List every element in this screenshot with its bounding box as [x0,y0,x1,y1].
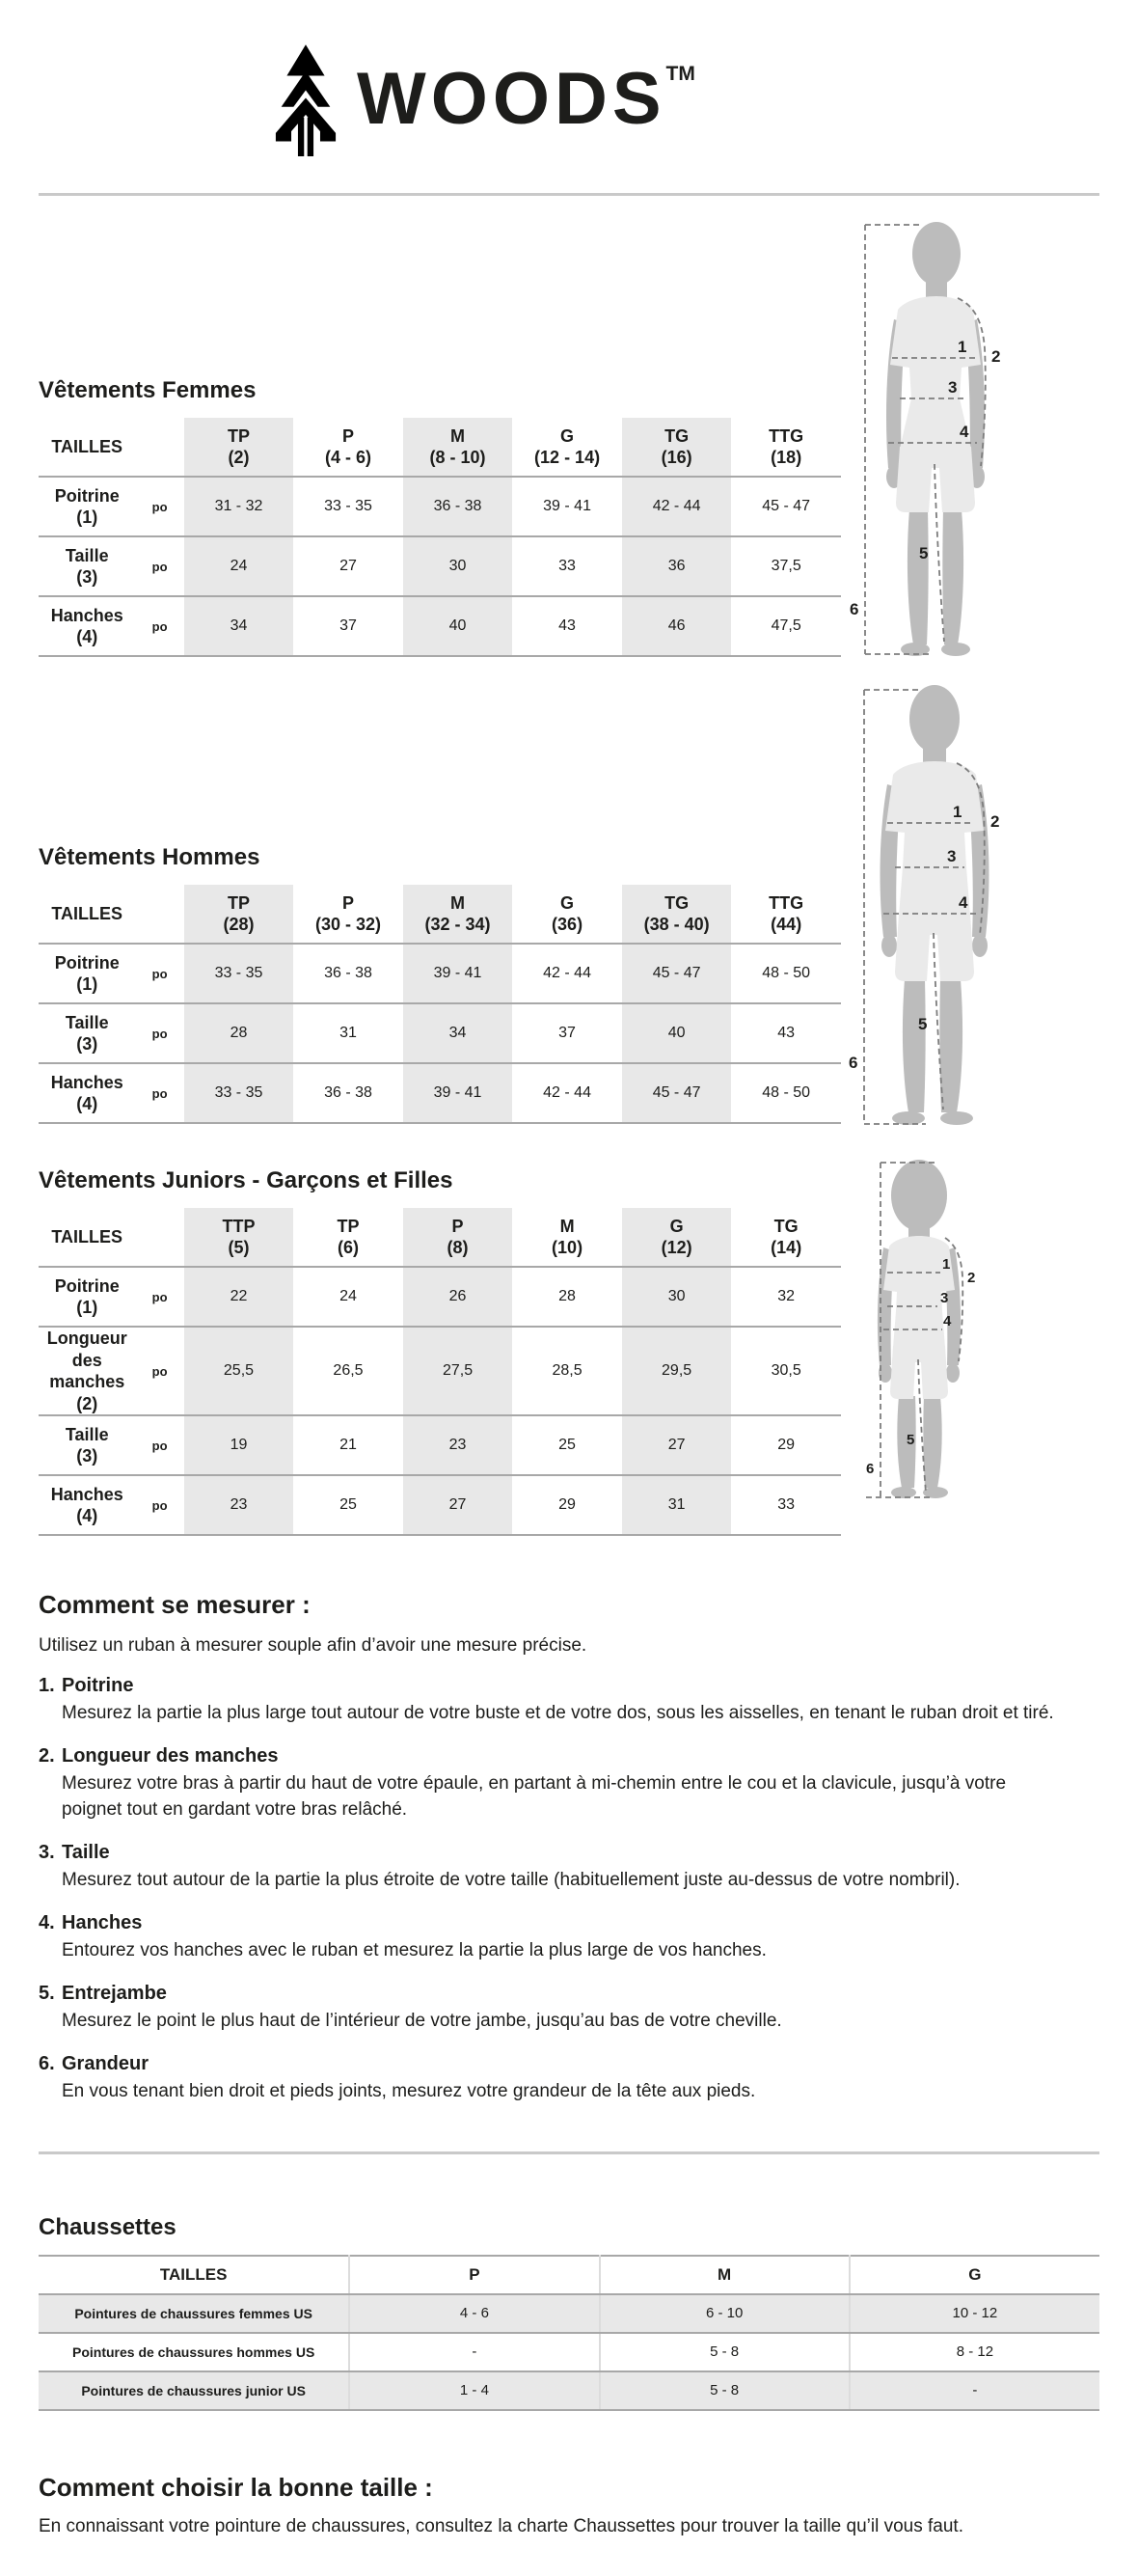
table-row [39,2333,1099,2371]
socks-header-m: M [600,2256,850,2294]
size-cell: 25,5 [184,1327,294,1415]
item-name: Grandeur [62,2052,149,2074]
measure-item-heading [39,1742,1099,1769]
size-cell: 47,5 [731,596,841,656]
measure-item-heading [39,1980,1099,2007]
choose-text: En connaissant votre pointure de chaussures, consultez la charte Chaussettes pour trouver la taille qu’il vous faut. [39,2515,963,2536]
size-cell: 40 [622,1003,732,1063]
item-number: 5. [39,1982,55,2004]
table-row [39,1475,841,1535]
size-column-header: TP (6) [293,1208,403,1267]
measure-item [39,1839,1099,1894]
size-cell: 26,5 [293,1327,403,1415]
table-row [39,2371,1099,2410]
table-header-row [39,418,841,477]
section-socks [0,2214,1138,2411]
item-number: 2. [39,1744,55,1767]
size-cell: 32 [731,1267,841,1327]
measure-item [39,1909,1099,1964]
size-cell: 6 - 10 [600,2294,850,2333]
size-cell: 34 [403,1003,513,1063]
size-cell: 33 [731,1475,841,1535]
item-name: Hanches [62,1911,143,1933]
size-column-header: P (8) [403,1208,513,1267]
measure-label-6: 6 [866,1461,875,1477]
unit-header-spacer [135,885,183,944]
size-column-header: G (36) [512,885,622,944]
item-number: 1. [39,1675,55,1696]
size-column-header: P (30 - 32) [293,885,403,944]
size-cell: 26 [403,1267,513,1327]
size-column-header: M (32 - 34) [403,885,513,944]
row-label: Poitrine (1) [39,944,135,1003]
table-row [39,1415,841,1475]
size-cell: 43 [512,596,622,656]
size-cell: 33 - 35 [184,944,294,1003]
size-cell: 19 [184,1415,294,1475]
measure-item [39,1742,1099,1823]
section-how-to-measure [0,1590,1138,2105]
measure-label-5: 5 [918,1015,928,1033]
size-column-header: TP (28) [184,885,294,944]
size-cell: 34 [184,596,294,656]
row-label: Poitrine (1) [39,1267,135,1327]
size-cell: 40 [403,596,513,656]
section-juniors [0,1167,1138,1536]
size-cell: 22 [184,1267,294,1327]
row-label: Hanches (4) [39,596,135,656]
measure-label-3: 3 [948,378,958,397]
measure-title: Comment se mesurer : [39,1590,311,1619]
measure-item [39,2050,1099,2105]
size-cell: 24 [293,1267,403,1327]
size-cell: - [349,2333,599,2371]
size-cell: 31 [293,1003,403,1063]
measure-item-text: En vous tenant bien droit et pieds joints, mesurez votre grandeur de la tête aux pieds. [62,2080,756,2101]
size-column-header: TTG (44) [731,885,841,944]
measure-label-2: 2 [990,812,1000,831]
size-cell: 48 - 50 [731,1063,841,1123]
unit-cell: po [135,1415,183,1475]
measure-item [39,1980,1099,2035]
measure-label-4: 4 [960,423,969,441]
size-cell: 10 - 12 [850,2294,1099,2333]
measure-item-heading [39,1672,1099,1699]
socks-header-g: G [850,2256,1099,2294]
row-label: Taille (3) [39,1003,135,1063]
size-cell: 8 - 12 [850,2333,1099,2371]
measure-item-text: Mesurez le point le plus haut de l’intérieur de votre jambe, jusqu’au bas de votre cheville. [62,2010,782,2031]
section-choose-size [0,2473,1138,2537]
size-cell: 45 - 47 [622,944,732,1003]
table-row [39,1003,841,1063]
item-name: Entrejambe [62,1982,167,2004]
socks-row-label: Pointures de chaussures junior US [39,2371,349,2410]
measure-label-4: 4 [943,1313,952,1329]
size-cell: 46 [622,596,732,656]
size-cell: 37 [293,596,403,656]
size-cell: 24 [184,536,294,596]
measure-label-5: 5 [919,544,929,562]
table-row [39,944,841,1003]
section-women [0,338,1138,657]
woods-logo [268,42,1138,156]
measure-label-4: 4 [959,893,968,912]
size-cell: 39 - 41 [403,944,513,1003]
measure-item-text: Mesurez tout autour de la partie la plus étroite de votre taille (habituellement juste au-dessus de votre nombril). [62,1869,961,1890]
size-cell: 28,5 [512,1327,622,1415]
tailles-header: TAILLES [39,418,135,477]
size-cell: - [850,2371,1099,2410]
measure-item-heading [39,1909,1099,1936]
table-header-row [39,1208,841,1267]
measure-label-6: 6 [849,1054,858,1072]
socks-row-label: Pointures de chaussures femmes US [39,2294,349,2333]
women-section-title: Vêtements Femmes [39,377,257,403]
item-name: Longueur des manches [62,1744,279,1767]
male-body-diagram [841,678,1024,1139]
male-figure-icon [841,678,1024,1139]
unit-header-spacer [135,418,183,477]
size-cell: 25 [293,1475,403,1535]
size-cell: 33 - 35 [184,1063,294,1123]
row-label: Taille (3) [39,1415,135,1475]
size-cell: 27 [622,1415,732,1475]
size-column-header: G (12 - 14) [512,418,622,477]
row-label: Taille (3) [39,536,135,596]
choose-title: Comment choisir la bonne taille : [39,2472,433,2502]
unit-cell: po [135,1003,183,1063]
juniors-size-table [39,1208,841,1536]
size-cell: 30 [622,1267,732,1327]
size-cell: 25 [512,1415,622,1475]
female-figure-icon [844,215,1022,664]
size-cell: 36 - 38 [293,1063,403,1123]
pine-tree-icon [268,42,343,156]
child-body-diagram [849,1155,1008,1510]
size-cell: 43 [731,1003,841,1063]
size-column-header: TTP (5) [184,1208,294,1267]
size-cell: 39 - 41 [512,477,622,536]
size-cell: 42 - 44 [512,1063,622,1123]
size-cell: 23 [403,1415,513,1475]
child-figure-icon [849,1155,1008,1510]
brand-name: WOODS [357,58,666,140]
juniors-section-title: Vêtements Juniors - Garçons et Filles [39,1167,453,1193]
size-column-header: M (10) [512,1208,622,1267]
tailles-header: TAILLES [39,1208,135,1267]
unit-header-spacer [135,1208,183,1267]
size-column-header: TG (14) [731,1208,841,1267]
measure-label-1: 1 [953,803,962,821]
table-row [39,596,841,656]
item-number: 6. [39,2052,55,2074]
size-cell: 37,5 [731,536,841,596]
size-cell: 28 [184,1003,294,1063]
size-cell: 36 [622,536,732,596]
table-header-row [39,885,841,944]
section-men [0,803,1138,1124]
section-divider [39,193,1099,196]
trademark-symbol: TM [665,63,695,85]
size-cell: 33 - 35 [293,477,403,536]
socks-size-table [39,2255,1099,2411]
measure-label-2: 2 [991,347,1001,366]
size-column-header: TP (2) [184,418,294,477]
size-cell: 5 - 8 [600,2333,850,2371]
size-cell: 42 - 44 [622,477,732,536]
socks-title: Chaussettes [39,2213,176,2240]
women-size-table [39,418,841,657]
tailles-header: TAILLES [39,885,135,944]
size-column-header: TG (16) [622,418,732,477]
item-number: 4. [39,1911,55,1933]
size-column-header: TG (38 - 40) [622,885,732,944]
size-cell: 30,5 [731,1327,841,1415]
size-cell: 5 - 8 [600,2371,850,2410]
size-cell: 37 [512,1003,622,1063]
unit-cell: po [135,1063,183,1123]
size-cell: 21 [293,1415,403,1475]
row-label: Hanches (4) [39,1063,135,1123]
size-column-header: G (12) [622,1208,732,1267]
unit-cell: po [135,1475,183,1535]
size-cell: 27 [293,536,403,596]
table-row [39,2294,1099,2333]
table-row [39,1267,841,1327]
socks-row-label: Pointures de chaussures hommes US [39,2333,349,2371]
section-divider [39,2151,1099,2154]
unit-cell: po [135,536,183,596]
row-label: Longueur des manches (2) [39,1327,135,1415]
measure-label-1: 1 [942,1256,951,1273]
measure-item-heading [39,1839,1099,1866]
unit-cell: po [135,477,183,536]
row-label: Poitrine (1) [39,477,135,536]
header [0,0,1138,160]
size-cell: 36 - 38 [403,477,513,536]
size-cell: 39 - 41 [403,1063,513,1123]
socks-header-p: P [349,2256,599,2294]
measure-intro: Utilisez un ruban à mesurer souple afin d’avoir une mesure précise. [39,1635,587,1656]
size-cell: 28 [512,1267,622,1327]
item-number: 3. [39,1841,55,1863]
size-cell: 31 [622,1475,732,1535]
measure-label-3: 3 [947,847,957,865]
size-column-header: TTG (18) [731,418,841,477]
size-column-header: P (4 - 6) [293,418,403,477]
female-body-diagram [844,215,1022,664]
table-row [39,536,841,596]
measure-label-2: 2 [967,1270,976,1286]
measure-item-text: Entourez vos hanches avec le ruban et mesurez la partie la plus large de vos hanches. [62,1939,767,1960]
unit-cell: po [135,1327,183,1415]
measure-label-1: 1 [958,338,967,356]
table-header-row [39,2256,1099,2294]
table-row [39,477,841,536]
size-cell: 29,5 [622,1327,732,1415]
measure-label-3: 3 [940,1290,949,1306]
size-cell: 31 - 32 [184,477,294,536]
size-cell: 27,5 [403,1327,513,1415]
measure-item-text: Mesurez la partie la plus large tout autour de votre buste et de votre dos, sous les aisselles, en tenant le ruban droit et tiré. [62,1703,1054,1723]
table-row [39,1327,841,1415]
measure-label-6: 6 [850,600,859,618]
socks-header-tailles: TAILLES [39,2256,349,2294]
size-cell: 27 [403,1475,513,1535]
row-label: Hanches (4) [39,1475,135,1535]
size-cell: 29 [731,1415,841,1475]
measure-item [39,1672,1099,1727]
size-cell: 33 [512,536,622,596]
measure-item-text: Mesurez votre bras à partir du haut de votre épaule, en partant à mi-chemin entre le cou et la clavicule, jusqu’à votre poignet tout en gardant votre bras relâché. [62,1772,1007,1820]
size-cell: 4 - 6 [349,2294,599,2333]
measure-item-heading [39,2050,1099,2077]
men-section-title: Vêtements Hommes [39,844,260,870]
measure-label-5: 5 [907,1432,915,1448]
size-cell: 30 [403,536,513,596]
item-name: Taille [62,1841,110,1863]
unit-cell: po [135,596,183,656]
unit-cell: po [135,1267,183,1327]
size-cell: 29 [512,1475,622,1535]
men-size-table [39,885,841,1124]
size-cell: 42 - 44 [512,944,622,1003]
size-cell: 45 - 47 [622,1063,732,1123]
table-row [39,1063,841,1123]
size-cell: 45 - 47 [731,477,841,536]
size-cell: 48 - 50 [731,944,841,1003]
size-cell: 1 - 4 [349,2371,599,2410]
size-column-header: M (8 - 10) [403,418,513,477]
unit-cell: po [135,944,183,1003]
item-name: Poitrine [62,1675,134,1696]
size-cell: 36 - 38 [293,944,403,1003]
size-cell: 23 [184,1475,294,1535]
